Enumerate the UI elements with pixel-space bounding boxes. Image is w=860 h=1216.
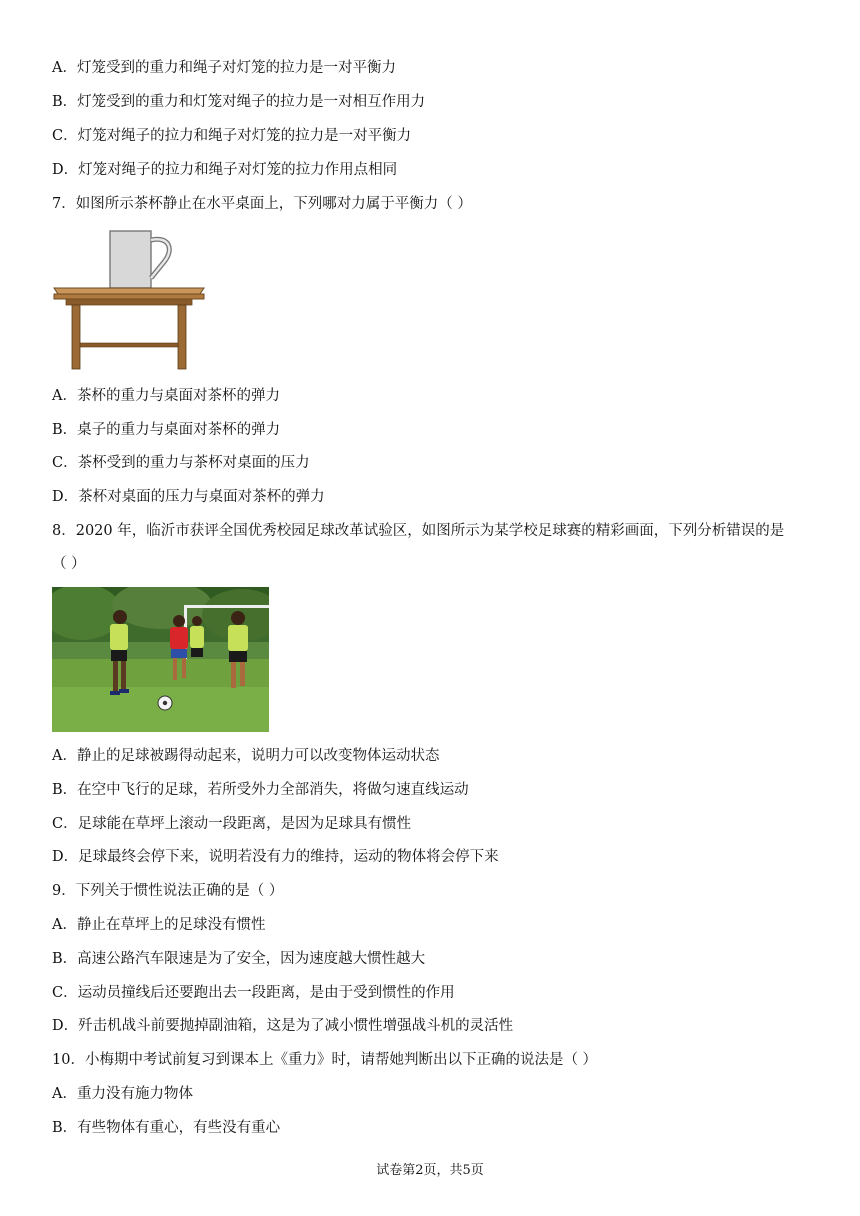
q9-stem: 9．下列关于惯性说法正确的是（ ） bbox=[52, 883, 284, 899]
table-icon bbox=[54, 288, 204, 369]
q9-option-d: D．歼击机战斗前要抛掉副油箱，这是为了减小惯性增强战斗机的灵活性 bbox=[52, 1018, 514, 1034]
q7-option-b: B．桌子的重力与桌面对茶杯的弹力 bbox=[52, 422, 281, 438]
q10-stem: 10．小梅期中考试前复习到课本上《重力》时，请帮她判断出以下正确的说法是（ ） bbox=[52, 1052, 598, 1068]
q8-stem: 8．2020 年，临沂市获评全国优秀校园足球改革试验区，如图所示为某学校足球赛的精彩画面，下列分析错误的是 bbox=[52, 523, 785, 539]
q6-option-b: B．灯笼受到的重力和灯笼对绳子的拉力是一对相互作用力 bbox=[52, 94, 426, 110]
q10-option-b: B．有些物体有重心，有些没有重心 bbox=[52, 1120, 281, 1136]
q9-option-c: C．运动员撞线后还要跑出去一段距离，是由于受到惯性的作用 bbox=[52, 985, 455, 1001]
q6-option-a: A．灯笼受到的重力和绳子对灯笼的拉力是一对平衡力 bbox=[52, 60, 396, 76]
q8-option-a: A．静止的足球被踢得动起来，说明力可以改变物体运动状态 bbox=[52, 748, 440, 764]
cup-on-table-figure bbox=[52, 228, 206, 372]
q8-option-b: B．在空中飞行的足球，若所受外力全部消失，将做匀速直线运动 bbox=[52, 782, 469, 798]
q7-option-c: C．茶杯受到的重力与茶杯对桌面的压力 bbox=[52, 455, 310, 471]
q8-option-c: C．足球能在草坪上滚动一段距离，是因为足球具有惯性 bbox=[52, 816, 412, 832]
page-footer: 试卷第2页，共5页 bbox=[376, 1163, 484, 1178]
q8-stem-bracket: （ ） bbox=[52, 556, 86, 572]
q7-option-d: D．茶杯对桌面的压力与桌面对茶杯的弹力 bbox=[52, 489, 325, 505]
q6-option-c: C．灯笼对绳子的拉力和绳子对灯笼的拉力是一对平衡力 bbox=[52, 128, 412, 144]
q9-option-a: A．静止在草坪上的足球没有惯性 bbox=[52, 917, 266, 933]
q7-stem: 7．如图所示茶杯静止在水平桌面上，下列哪对力属于平衡力（ ） bbox=[52, 196, 472, 212]
q6-option-d: D．灯笼对绳子的拉力和绳子对灯笼的拉力作用点相同 bbox=[52, 162, 398, 178]
q10-option-a: A．重力没有施力物体 bbox=[52, 1086, 193, 1102]
q7-option-a: A．茶杯的重力与桌面对茶杯的弹力 bbox=[52, 388, 280, 404]
q8-option-d: D．足球最终会停下来，说明若没有力的维持，运动的物体将会停下来 bbox=[52, 849, 499, 865]
q9-option-b: B．高速公路汽车限速是为了安全，因为速度越大惯性越大 bbox=[52, 951, 426, 967]
soccer-photo-image bbox=[52, 587, 269, 732]
cup-icon bbox=[110, 231, 169, 288]
